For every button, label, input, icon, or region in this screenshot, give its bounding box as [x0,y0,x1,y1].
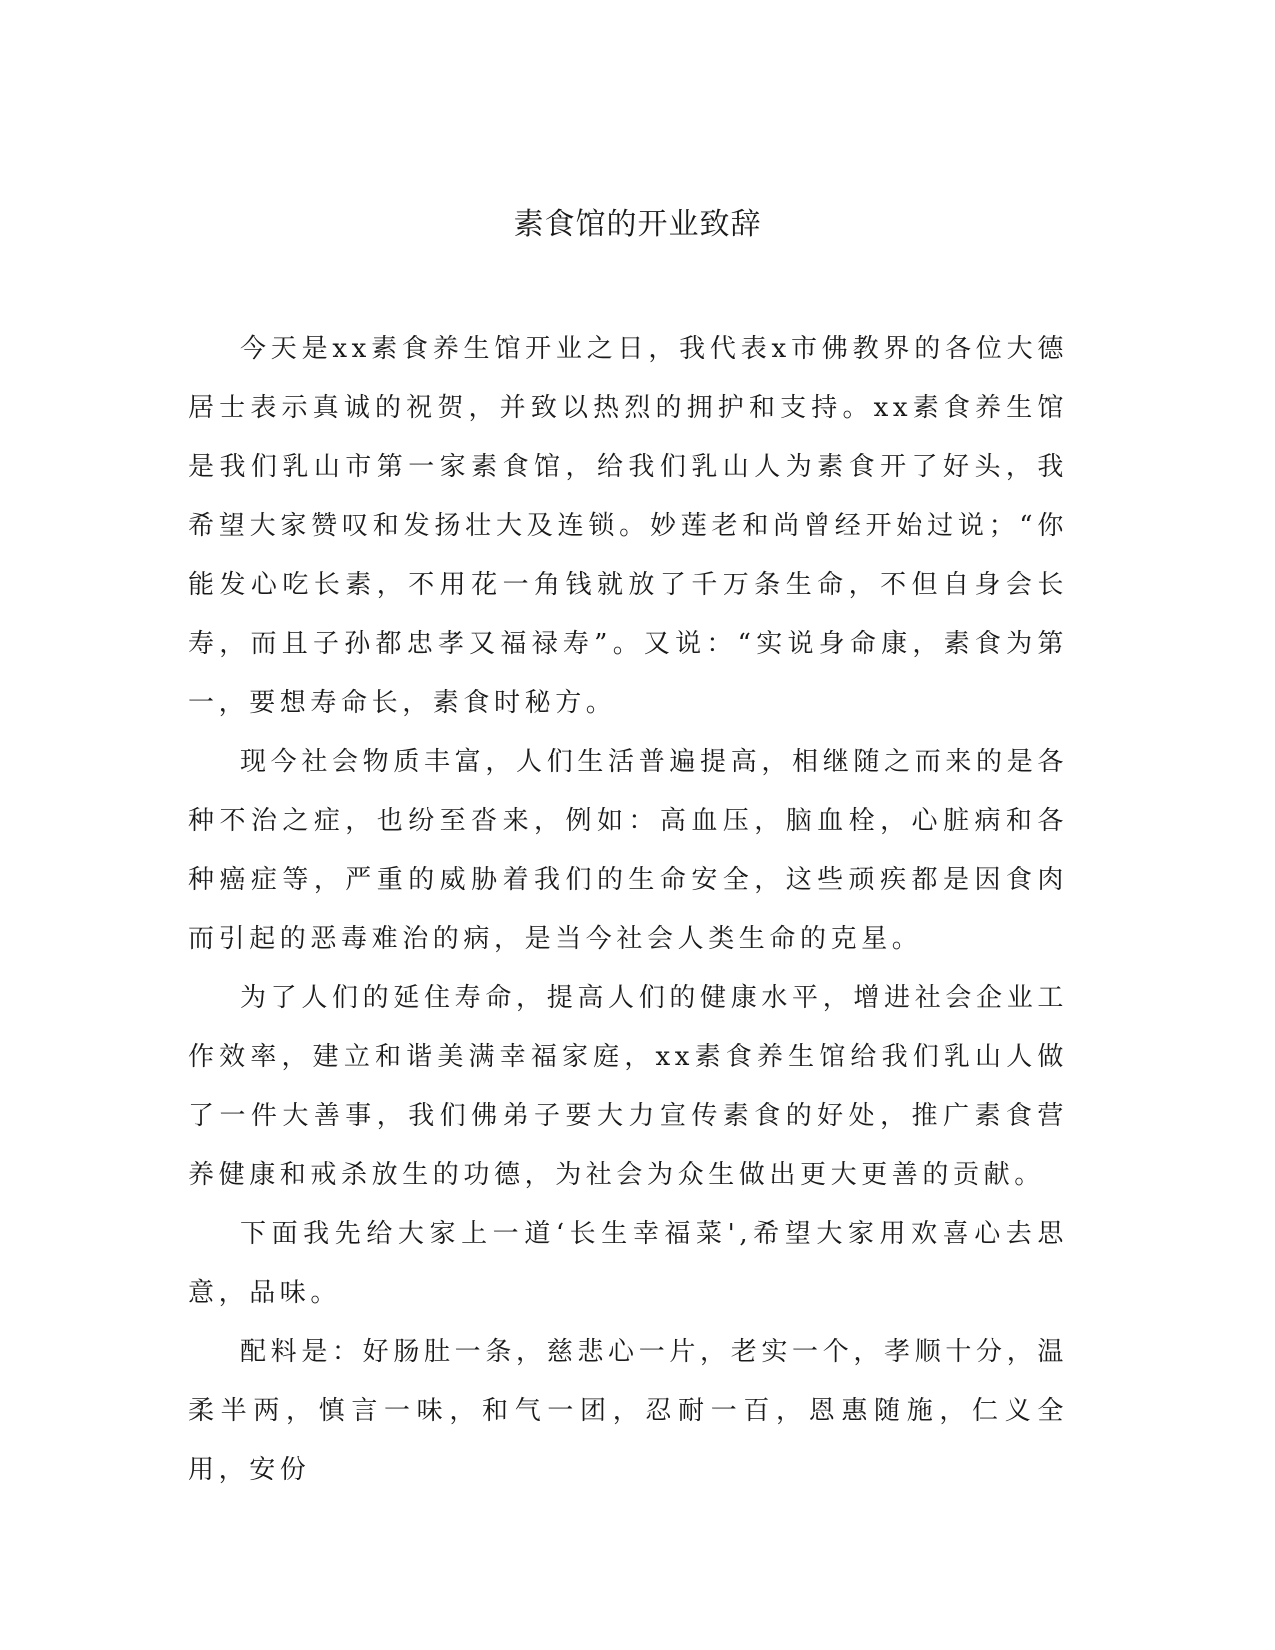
document-body [188,320,1068,1500]
paragraph-4: 下面我先给大家上一道‘长生幸福菜',希望大家用欢喜心去思意，品味。 [188,1219,1068,1308]
paragraph-3: 为了人们的延住寿命，提高人们的健康水平，增进社会企业工作效率，建立和谐美满幸福家庭，xx素食养生馆给我们乳山人做了一件大善事，我们佛弟子要大力宣传素食的好处，推广素食营养健康和戒杀放生的功德，为社会为众生做出更大更善的贡献。 [188,983,1068,1190]
paragraph-1: 今天是xx素食养生馆开业之日，我代表x市佛教界的各位大德居士表示真诚的祝贺，并致以热烈的拥护和支持。xx素食养生馆是我们乳山市第一家素食馆，给我们乳山人为素食开了好头，我希望大家赞叹和发扬壮大及连锁。妙莲老和尚曾经开始过说；“你能发心吃长素，不用花一角钱就放了千万条生命，不但自身会长寿，而且子孙都忠孝又福禄寿”。又说：“实说身命康，素食为第一，要想寿命长，素食时秘方。 [188,334,1068,718]
paragraph-2: 现今社会物质丰富，人们生活普遍提高，相继随之而来的是各种不治之症，也纷至沓来，例如：高血压，脑血栓，心脏病和各种癌症等，严重的威胁着我们的生命安全，这些顽疾都是因食肉而引起的恶毒难治的病，是当今社会人类生命的克星。 [188,747,1068,954]
document-title: 素食馆的开业致辞 [513,207,762,242]
paragraph-5: 配料是：好肠肚一条，慈悲心一片，老实一个，孝顺十分，温柔半两，慎言一味，和气一团，忍耐一百，恩惠随施，仁义全用，安份 [188,1337,1068,1485]
